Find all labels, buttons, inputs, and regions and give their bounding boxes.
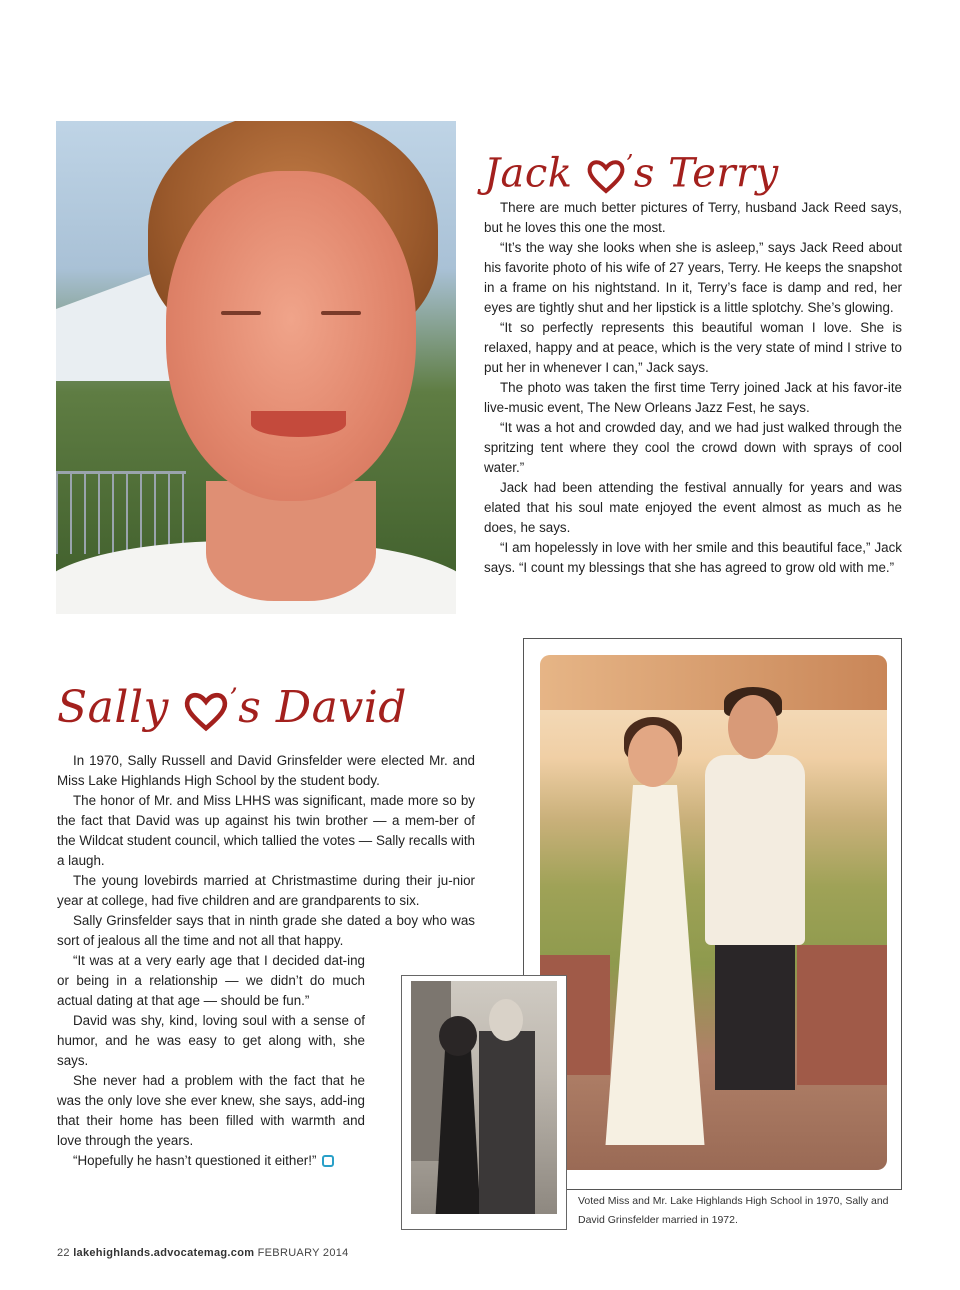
terry-heading: Jack ’s Terry (484, 150, 779, 197)
page-number: 22 (57, 1247, 70, 1259)
paragraph: Jack had been attending the festival annually for years and was elated that his soul mate enjoyed the event almost as much as he does, he says. (484, 480, 902, 535)
sally-article-body-continued (57, 951, 365, 1171)
paragraph (57, 1151, 365, 1171)
paragraph: The honor of Mr. and Miss LHHS was significant, made more so by the fact that David was up against his twin brother — a mem-ber of the Wildcat student council, which tallied the votes — Sally recalls with a laugh. (57, 793, 475, 868)
paragraph: There are much better pictures of Terry, husband Jack Reed says, but he loves this one the most. (484, 200, 902, 235)
heading-suffix: s David (238, 682, 407, 733)
paragraph: “I am hopelessly in love with her smile and this beautiful face,” Jack says. “I count my blessings that she has agreed to grow old with me.” (484, 540, 902, 575)
paragraph: “It’s the way she looks when she is asleep,” says Jack Reed about his favorite photo of his wife of 27 years, Terry. He keeps the snapshot in a frame on his nightstand. In it, Terry’s face is damp and red, her eyes are tightly shut and her lipstick is a little splotchy. She’s glowing. (484, 240, 902, 315)
sally-heading: Sally ’s David (57, 682, 407, 733)
page-footer (57, 1247, 349, 1259)
prom-photo (540, 655, 887, 1170)
wedding-photo (411, 981, 557, 1214)
paragraph: The photo was taken the first time Terry joined Jack at his favor-ite live-music event, The New Orleans Jazz Fest, he says. (484, 380, 902, 415)
heart-icon (183, 689, 229, 733)
paragraph: She never had a problem with the fact that he was the only love she ever knew, she says, add-ing that their home has been filled with warmth and love through the years. (57, 1073, 365, 1148)
closing-quote: “Hopefully he hasn’t questioned it either!” (73, 1153, 317, 1168)
terry-article-body (484, 198, 902, 578)
paragraph: Sally Grinsfelder says that in ninth grade she dated a boy who was sort of jealous all the time and not all that happy. (57, 913, 475, 948)
paragraph: “It so perfectly represents this beautiful woman I love. She is relaxed, happy and at peace, which is the very state of mind I strive to put her in whenever I can,” Jack says. (484, 320, 902, 375)
paragraph: “It was a hot and crowded day, and we had just walked through the spritzing tent where they cool the crowd down with sprays of cool water.” (484, 420, 902, 475)
heading-name: Jack (484, 150, 573, 197)
footer-issue: FEBRUARY 2014 (257, 1247, 349, 1259)
paragraph: In 1970, Sally Russell and David Grinsfelder were elected Mr. and Miss Lake Highlands High School by the student body. (57, 753, 475, 788)
paragraph: David was shy, kind, loving soul with a sense of humor, and he was easy to get along with, she says. (57, 1013, 365, 1068)
terry-photo (56, 121, 456, 614)
end-mark-icon (322, 1155, 334, 1167)
heading-name: Sally (57, 682, 169, 733)
photo-caption: Voted Miss and Mr. Lake Highlands High School in 1970, Sally and David Grinsfelder married in 1972. (578, 1195, 889, 1226)
footer-site: lakehighlands.advocatemag.com (73, 1247, 255, 1259)
heart-icon (586, 157, 626, 195)
paragraph: “It was at a very early age that I decided dat-ing or being in a relationship — we didn’t do much actual dating at that age — should be fun.” (57, 953, 365, 1008)
paragraph: The young lovebirds married at Christmastime during their ju-nior year at college, had five children and are grandparents to six. (57, 873, 475, 908)
heading-suffix: s Terry (633, 150, 779, 197)
sally-article-body (57, 751, 475, 951)
